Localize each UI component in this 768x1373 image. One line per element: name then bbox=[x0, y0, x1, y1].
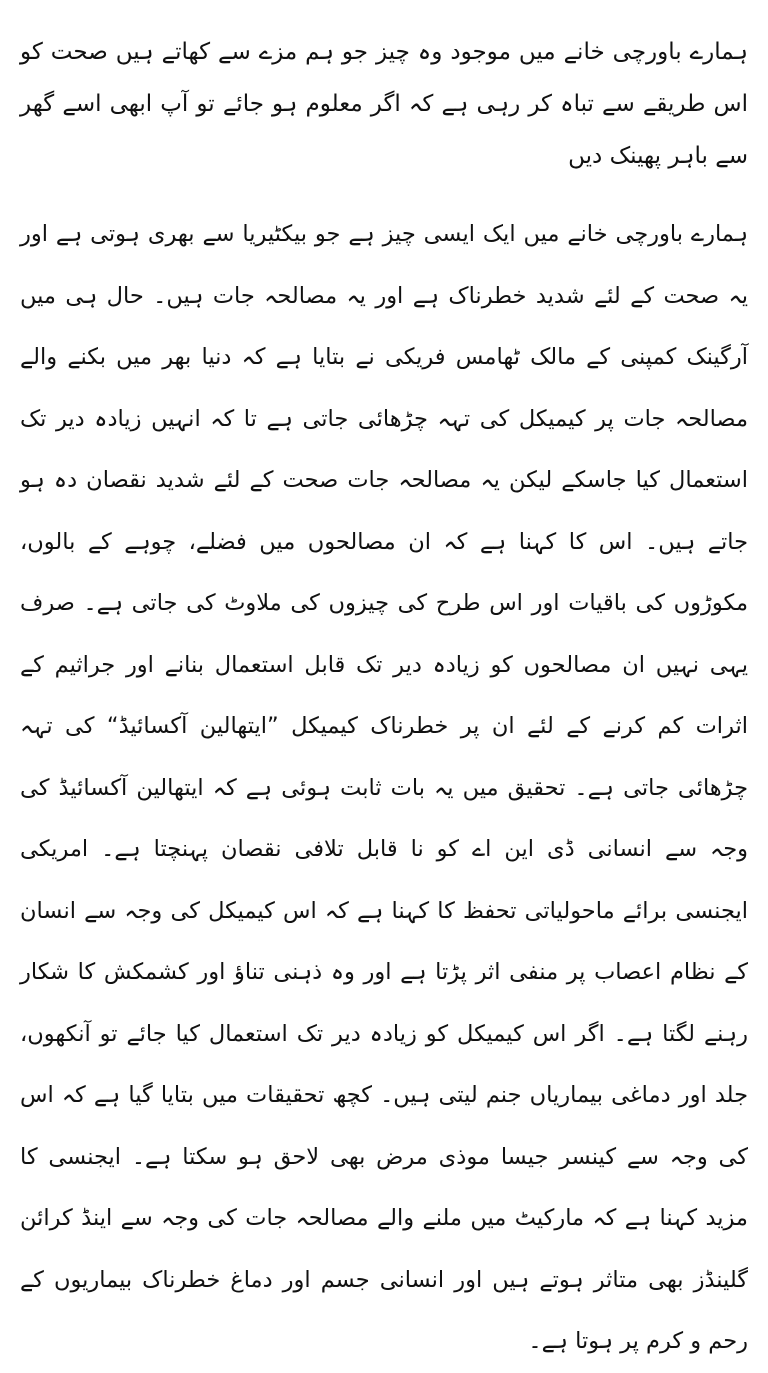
article-body: ہمارے باورچی خانے میں ایک ایسی چیز ہے جو بیکٹیریا سے بھری ہوتی ہے اور یہ صحت کے لئے شدید خطرناک ہے اور یہ مصالحہ جات ہیں۔ حال ہی میں آرگینک کمپنی کے مالک ٹھامس فریکی نے بتایا ہے کہ دنیا بھر میں بکنے والے مصالحہ جات پر کیمیکل کی تہہ چڑھائی جاتی ہے تا کہ انہیں زیادہ دیر تک استعمال کیا جاسکے لیکن یہ مصالحہ جات صحت کے لئے شدید نقصان دہ ہو جاتے ہیں۔ اس کا کہنا ہے کہ ان مصالحوں میں فضلے، چوہے کے بالوں، مکوڑوں کی باقیات اور اس طرح کی چیزوں کی ملاوٹ کی جاتی ہے۔ صرف یہی نہیں ان مصالحوں کو زیادہ دیر تک قابل استعمال بنانے اور جراثیم کے اثرات کم کرنے کے لئے ان پر خطرناک کیمیکل ”ایتھالین آکسائیڈ“ کی تہہ چڑھائی جاتی ہے۔ تحقیق میں یہ بات ثابت ہوئی ہے کہ ایتھالین آکسائیڈ کی وجہ سے انسانی ڈی این اے کو نا قابل تلافی نقصان پہنچتا ہے۔ امریکی ایجنسی برائے ماحولیاتی تحفظ کا کہنا ہے کہ اس کیمیکل کی وجہ سے انسان کے نظام اعصاب پر منفی اثر پڑتا ہے اور وہ ذہنی تناؤ اور کشمکش کا شکار رہنے لگتا ہے۔ اگر اس کیمیکل کو زیادہ دیر تک استعمال کیا جائے تو آنکھوں، جلد اور دماغی بیماریاں جنم لیتی ہیں۔ کچھ تحقیقات میں بتایا گیا ہے کہ اس کی وجہ سے کینسر جیسا موذی مرض بھی لاحق ہو سکتا ہے۔ ایجنسی کا مزید کہنا ہے کہ مارکیٹ میں ملنے والے مصالحہ جات کی وجہ سے اینڈ کرائن گلینڈز بھی متاثر ہوتے ہیں اور انسانی جسم اور دماغ خطرناک بیماریوں کے رحم و کرم پر ہوتا ہے۔ bbox=[20, 221, 748, 1354]
article-headline: ہمارے باورچی خانے میں موجود وہ چیز جو ہم مزے سے کھاتے ہیں صحت کو اس طریقے سے تباہ کر رہی ہے کہ اگر معلوم ہو جائے تو آپ ابھی اسے گھر سے باہر پھینک دیں bbox=[20, 39, 748, 169]
